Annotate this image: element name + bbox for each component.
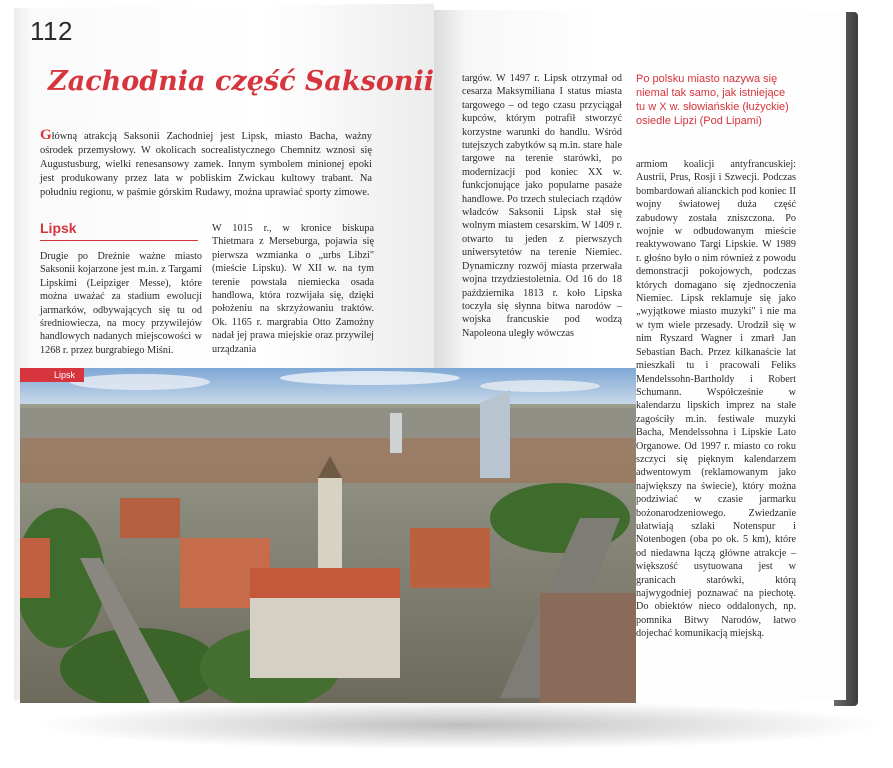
section-heading: Lipsk	[40, 220, 77, 236]
text-column-3: targów. W 1497 r. Lipsk otrzymał od cesarza Maksymiliana I status miasta targowego – od tego czasu przyciągał kupców, którym potrafił stworzyć korzystne warunki do handlu. Wśród tutejszych zabytków są m.in. stare hale targowe na terenie starówki, po modernizacji pod koniec XX w. funkcjonujące jako popularne pasaże handlowe. Po trzech stuleciach rządów władców Saksonii Lipsk stał się wolnym miastem cesarskim. W 1409 r. otwarto tu jeden z pierwszych uniwersytetów na terenie Niemiec. Dynamiczny rozwój miasta przerwała wojna trzydziestoletnia. Od 16 do 18 października 1813 r. koło Lipska toczyła się słynna bitwa narodów – wojska francuskie pod wodzą Napoleona uległy wówczas	[462, 73, 622, 339]
photo-caption: Lipsk	[20, 368, 84, 382]
text-column-4: armiom koalicji antyfrancuskiej: Austrii, Prus, Rosji i Szwecji. Podczas bombardowań alianckich pod koniec II wojny światowej duża część zabudowy została zniszczona. Po wojnie w odbudowanym mieście reaktywowano Targi Lipskie. W 1989 r. głośno było o nim również z powodu demonstracji pokojowych, podczas których domagano się zjednoczenia Niemiec. Lipsk reklamuje się jako „wyjątkowe miasto muzyki" i nie ma w tym wiele przesady. Urodził się w nim Ryszard Wagner i zmarł Jan Sebastian Bach. Przez kilkanaście lat mieszkali tu i pracowali Feliks Mendelssohn-Bartholdy i Robert Schumann. Współcześnie w kalendarzu lipskich imprez na stałe zagościły m.in. festiwale muzyki Bacha, Mendelssohna i Lipskie Lato Organowe. Od 1997 r. miasto co roku szczyci się pięknym kalendarzem adwentowym (reklamowanym jako największy na świecie), który można podziwiać w czasie jarmarku bożonarodzeniowego. Zwiedzanie ułatwiają szlaki Notenspur i Notenbogen (oba po ok. 5 km), które od niedawna łączą główne atrakcje – większość usytuowana jest w granicach starówki, którą najwygodniej poznawać na piechotę. Do obiektów nieco oddalonych, np. pomnika Bitwy Narodów, łatwo dojechać komunikacją miejską.	[636, 159, 796, 640]
intro-paragraph	[40, 128, 372, 200]
leipzig-aerial-image	[20, 368, 636, 703]
chapter-title: Zachodnia część Saksonii	[48, 66, 434, 97]
text-column-2: W 1015 r., w kronice biskupa Thietmara z Merseburga, pojawia się pierwsza wzmianka o „urbs Libzi" (mieście Lipsku). W XII w. na tym terenie powstała niemiecka osada handlowa, która rozwijała się, dzięki położeniu na skrzyżowaniu traktów. Ok. 1165 r. margrabia Otto Zamożny nadał jej prawa miejskie oraz przywilej urządzania	[212, 223, 374, 355]
dropcap: G	[40, 127, 52, 143]
city-photo	[20, 368, 636, 703]
sidebar-callout: Po polsku miasto nazywa się niemal tak samo, jak istniejące tu w X w. słowiańskie (łużyckie) osiedle Lipzi (Pod Lipami)	[636, 73, 789, 127]
text-column-1: Drugie po Dreźnie ważne miasto Saksonii kojarzone jest m.in. z Targami Lipskimi (Leipziger Messe), które można uważać za stadium ewolucji jarmarków, odbywających się tu od średniowiecza, na mocy przywilejów handlowych nadanych miejscowości w 1268 r. przez burgrabiego Miśni.	[40, 251, 202, 356]
intro-text: łówną atrakcją Saksonii Zachodniej jest Lipsk, miasto Bacha, ważny ośrodek przemysłowy. W okolicach socrealistycznego Chemnitz wznosi się Augustusburg, wielki renesansowy zamek. Innym symbolem minionej epoki jest produkowany przez lata w pobliskim Zwickau kultowy trabant. Na południu regionu, w paśmie górskim Rudawy, można uprawiać sporty zimowe.	[40, 131, 372, 198]
section-divider	[40, 240, 198, 241]
page-number: 112	[30, 16, 73, 46]
